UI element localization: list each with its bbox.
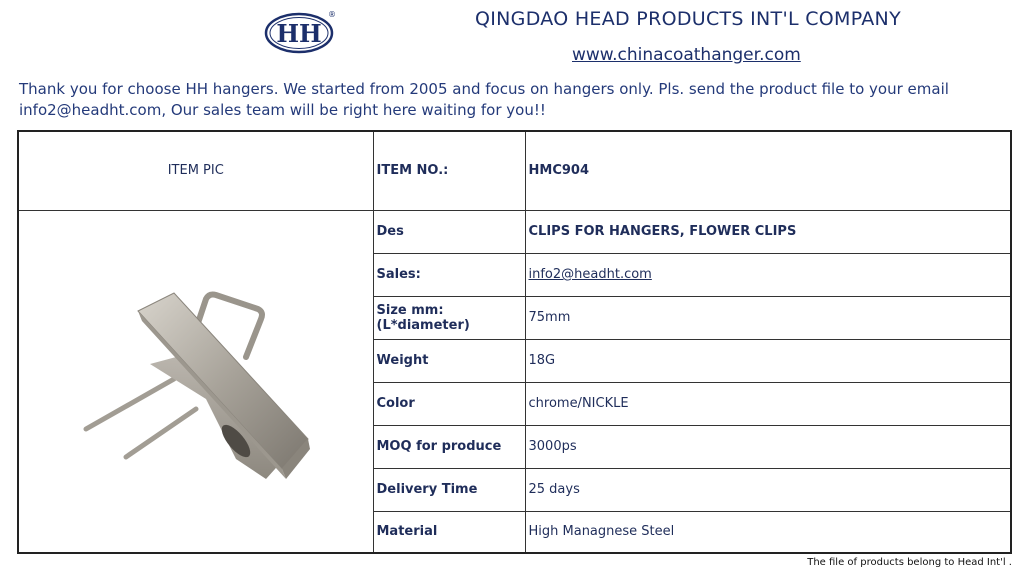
sales-email-link[interactable]: info2@headht.com	[525, 253, 1011, 296]
spec-label-material: Material	[373, 511, 525, 553]
svg-text:®: ®	[328, 10, 336, 19]
company-name: QINGDAO HEAD PRODUCTS INT'L COMPANY	[475, 8, 901, 30]
logo-text: HH	[276, 19, 322, 48]
size-label-line2: (L*diameter)	[376, 317, 470, 333]
product-image	[46, 229, 346, 529]
company-logo	[264, 8, 336, 56]
spec-label-moq: MOQ for produce	[373, 425, 525, 468]
spec-value-weight: 18G	[525, 339, 1011, 382]
website-link[interactable]: www.chinacoathanger.com	[572, 45, 801, 65]
product-image-cell	[18, 210, 373, 553]
item-no-value: HMC904	[525, 131, 1011, 210]
intro-text: Thank you for choose HH hangers. We started from 2005 and focus on hangers only. Pls. send the product file to your email info2@headht.com, Our sales team will be right here waiting for you!!	[19, 80, 949, 119]
item-no-label: ITEM NO.:	[373, 131, 525, 210]
size-label-line1: Size mm:	[376, 302, 444, 318]
spec-label-des: Des	[373, 210, 525, 253]
spec-label-color: Color	[373, 382, 525, 425]
product-spec-table	[17, 130, 1012, 554]
spec-label-sales: Sales:	[373, 253, 525, 296]
item-pic-header: ITEM PIC	[18, 131, 373, 210]
spec-value-delivery: 25 days	[525, 468, 1011, 511]
spec-value-color: chrome/NICKLE	[525, 382, 1011, 425]
spec-value-size: 75mm	[525, 296, 1011, 339]
spec-value-material: High Managnese Steel	[525, 511, 1011, 553]
table-row	[18, 131, 1011, 210]
spec-label-size	[373, 296, 525, 339]
table-row	[18, 210, 1011, 253]
spec-label-weight: Weight	[373, 339, 525, 382]
footer-note: The file of products belong to Head Int'l .	[807, 557, 1012, 568]
spec-value-moq: 3000ps	[525, 425, 1011, 468]
spec-value-des: CLIPS FOR HANGERS, FLOWER CLIPS	[525, 210, 1011, 253]
spec-label-delivery: Delivery Time	[373, 468, 525, 511]
